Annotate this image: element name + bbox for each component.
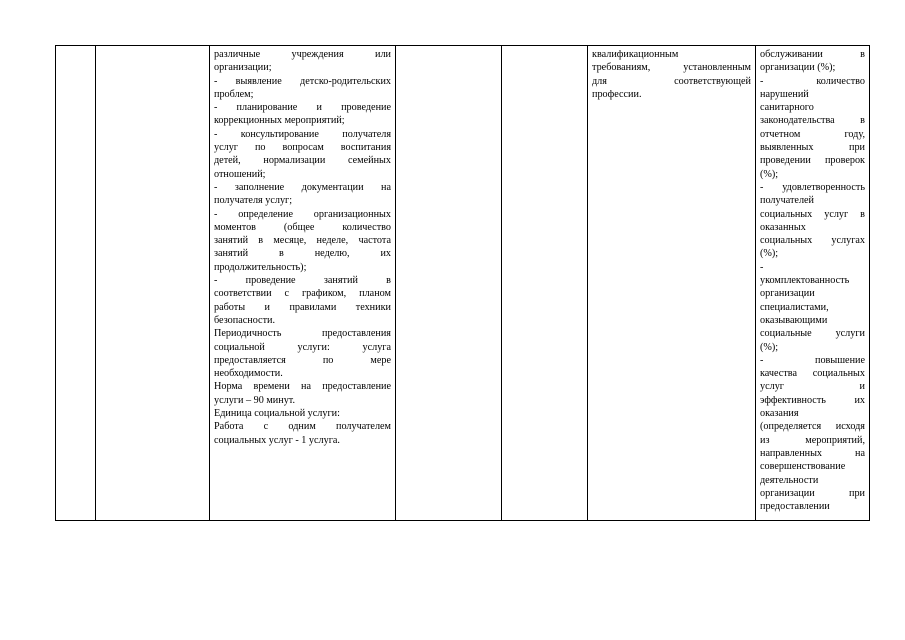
text-line: безопасности. [214,314,276,326]
text-line: - планирование и проведение [214,102,391,114]
text-line: услуг по вопросам воспитания [214,142,391,154]
text-line: - удовлетворенность [760,181,865,193]
cell-conditions [588,46,756,521]
text-line: (%); [760,248,779,260]
text-line: - повышение [760,354,865,366]
text-line: организации; [214,62,272,74]
text-line: оказания [760,408,799,420]
text-line: - [760,261,764,273]
cell-col3 [214,48,391,447]
services-table [55,45,870,521]
text-line: оказанных [760,221,806,233]
text-line: работы и правилами техники [214,301,391,313]
text-line: Единица социальной услуги: [214,408,340,420]
cell-service-name [96,46,210,521]
text-line: для соответствующей [592,75,751,87]
text-line: различные учреждения или [214,49,391,60]
text-line: организации при [760,487,865,499]
text-line: эффективность их [760,394,865,406]
cell-quality-indicators [756,46,870,521]
text-line: организации [760,288,815,300]
cell-number [56,46,96,521]
text-line: направленных на [760,447,865,459]
text-line: услуги – 90 минут. [214,394,296,406]
text-line: - количество [760,75,865,87]
text-line: - заполнение документации на [214,181,391,193]
text-line: (%); [760,341,779,353]
text-line: специалистами, [760,301,829,313]
text-line: организации (%); [760,62,836,74]
cell-col7 [760,48,865,513]
text-line: социальные услуги [760,328,865,340]
text-line: коррекционных мероприятий; [214,115,345,127]
text-line: продолжительность); [214,261,307,273]
text-line: - выявление детско-родительских [214,75,391,87]
text-line: выявленных при [760,142,865,154]
text-line: Периодичность предоставления [214,328,391,340]
text-line: проблем; [214,88,254,100]
text-line: законодательства в [760,115,865,127]
text-line: предоставляется по мере [214,354,391,366]
text-line: необходимости. [214,368,283,380]
cell-deadline [396,46,502,521]
text-line: соответствии с графиком, планом [214,288,391,300]
text-line: качества социальных [760,368,865,380]
text-line: совершенствование [760,461,846,473]
text-line: деятельности [760,474,819,486]
text-line: обслуживании в [760,49,865,60]
text-line: оказывающими [760,314,828,326]
text-line: социальных услугах [760,235,865,247]
text-line: из мероприятий, [760,434,865,446]
text-line: занятий в неделю, их [214,248,391,260]
text-line: получателей [760,195,815,207]
text-line: социальной услуги: услуга [214,341,391,353]
text-line: нарушений [760,88,809,100]
cell-service-description [210,46,396,521]
text-line: занятий в месяце, неделе, частота [214,235,391,247]
text-line: моментов (общее количество [214,221,391,233]
text-line: услуг и [760,381,865,393]
text-line: социальных услуг в [760,208,865,220]
text-line: детей, нормализации семейных [214,155,391,167]
text-line: социальных услуг - 1 услуга. [214,434,340,446]
text-line: - определение организационных [214,208,391,220]
text-line: Норма времени на предоставление [214,381,391,393]
text-line: (определяется исходя [760,421,865,433]
text-line: получателя услуг; [214,195,293,207]
text-line: санитарного [760,102,814,114]
text-line: требованиям, установленным [592,62,751,74]
text-line: отношений; [214,168,266,180]
text-line: предоставлении [760,501,830,513]
text-line: профессии. [592,88,642,100]
text-line: - консультирование получателя [214,128,391,140]
text-line: квалификационным [592,49,679,60]
cell-tariff [502,46,588,521]
text-line: Работа с одним получателем [214,421,391,433]
text-line: проведении проверок [760,155,865,167]
text-line: укомплектованность [760,275,850,287]
cell-col6 [592,48,751,101]
text-line: отчетном году, [760,128,865,140]
text-line: - проведение занятий в [214,275,391,287]
table-row [56,46,870,521]
text-line: (%); [760,168,779,180]
